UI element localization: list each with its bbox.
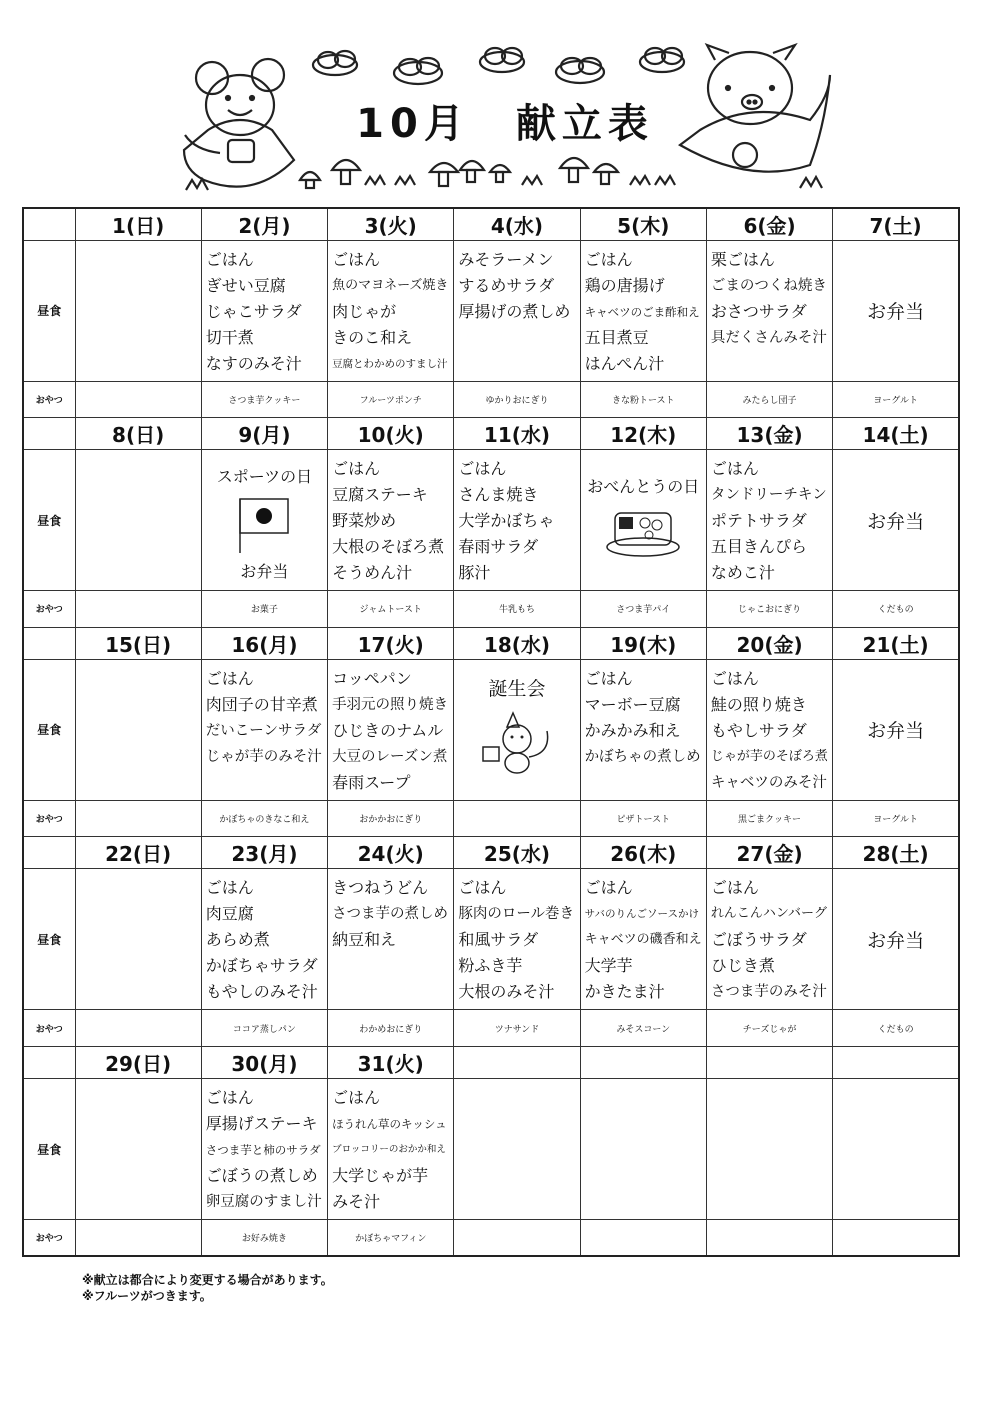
lunch-cell	[201, 450, 327, 591]
menu-item: ごはん	[584, 249, 633, 269]
menu-item: もやしのみそ汁	[205, 982, 318, 1002]
lunch-cell	[328, 1078, 454, 1219]
mushroom-icon	[560, 158, 588, 182]
date-cell: 20(金)	[706, 627, 832, 659]
date-row	[23, 208, 959, 240]
menu-item: マーボー豆腐	[584, 694, 681, 714]
menu-items	[707, 660, 832, 796]
lunch-cell	[75, 1078, 201, 1219]
snack-cell: さつま芋クッキー	[201, 381, 327, 417]
holiday-title: スポーツの日	[216, 467, 313, 487]
japan-flag-icon	[234, 495, 294, 555]
snack-cell	[833, 1220, 959, 1256]
menu-items	[202, 660, 327, 770]
date-row	[23, 837, 959, 869]
menu-items	[202, 869, 327, 1005]
snack-row	[23, 800, 959, 836]
mouse-icon	[184, 59, 294, 187]
menu-items	[581, 660, 706, 770]
menu-item: 厚揚げステーキ	[205, 1113, 318, 1133]
lunch-cell	[580, 869, 706, 1010]
menu-item: 切干煮	[205, 327, 254, 347]
menu-item: キャベツの磯香和え	[584, 932, 702, 948]
snack-cell	[75, 1220, 201, 1256]
menu-item: 野菜炒め	[332, 511, 397, 531]
menu-item: 粉ふき芋	[458, 956, 523, 976]
lunch-row	[23, 659, 959, 800]
menu-item: 春雨サラダ	[458, 537, 539, 557]
menu-item: ひじきのナムル	[332, 720, 444, 740]
header	[0, 0, 1000, 205]
menu-item: 大学かぼちゃ	[458, 511, 555, 531]
menu-item: 肉豆腐	[205, 904, 254, 924]
lunch-row	[23, 450, 959, 591]
menu-item: みそ汁	[332, 1191, 381, 1211]
snack-row	[23, 381, 959, 417]
menu-item: コッペパン	[332, 668, 412, 688]
menu-item: 春雨スープ	[332, 772, 411, 792]
date-row	[23, 418, 959, 450]
date-cell: 9(月)	[201, 418, 327, 450]
snack-cell: みたらし団子	[706, 381, 832, 417]
menu-item: みそラーメン	[458, 249, 554, 269]
menu-items	[454, 869, 579, 1005]
menu-item: 卵豆腐のすまし汁	[205, 1193, 322, 1210]
menu-item: ブロッコリーのおかか和え	[332, 1143, 446, 1155]
menu-item: 豆腐とわかめのすまし汁	[332, 357, 448, 370]
lunch-cell	[75, 869, 201, 1010]
lunch-cell	[454, 240, 580, 381]
lunch-cell	[454, 869, 580, 1010]
snack-cell: さつま芋パイ	[580, 591, 706, 627]
lunch-cell	[201, 240, 327, 381]
date-cell: 19(木)	[580, 627, 706, 659]
holiday-event	[202, 450, 327, 582]
date-cell: 27(金)	[706, 837, 832, 869]
snack-cell: 牛乳もち	[454, 591, 580, 627]
menu-item: ポテトサラダ	[710, 511, 807, 531]
snack-cell: お菓子	[201, 591, 327, 627]
lunch-cell	[833, 869, 959, 1010]
menu-items	[581, 869, 706, 1005]
menu-item: ごはん	[458, 459, 507, 479]
snack-cell: かぼちゃのきなこ和え	[201, 800, 327, 836]
date-cell: 16(月)	[201, 627, 327, 659]
lunch-cell	[75, 450, 201, 591]
menu-item: ごはん	[332, 249, 381, 269]
lunch-cell	[706, 450, 832, 591]
menu-item: キャベツのみそ汁	[710, 774, 827, 791]
empty-cell	[23, 1046, 75, 1078]
menu-item: さつま芋と柿のサラダ	[205, 1142, 321, 1157]
menu-items	[707, 450, 832, 586]
menu-item: かきたま汁	[584, 982, 665, 1002]
menu-item: じゃが芋のみそ汁	[205, 748, 322, 765]
cloud-icon	[640, 48, 684, 72]
snack-cell	[75, 800, 201, 836]
snack-cell: ヨーグルト	[833, 800, 959, 836]
lunch-cell	[833, 1078, 959, 1219]
lunch-label: 昼食	[23, 869, 75, 1010]
menu-items	[328, 241, 453, 377]
menu-items	[454, 450, 579, 586]
menu-item: ごはん	[584, 878, 633, 898]
lunch-cell	[201, 1078, 327, 1219]
menu-item: ごはん	[710, 459, 759, 479]
empty-cell	[23, 627, 75, 659]
date-cell: 24(火)	[328, 837, 454, 869]
empty-cell	[23, 418, 75, 450]
cloud-icon	[394, 58, 442, 84]
menu-item: 五目きんぴら	[710, 537, 807, 557]
date-cell: 26(木)	[580, 837, 706, 869]
lunch-cell	[833, 450, 959, 591]
menu-item: 具だくさんみそ汁	[710, 329, 827, 346]
snack-cell: ココア蒸しパン	[201, 1010, 327, 1046]
menu-item: さつま芋の煮しめ	[332, 906, 449, 923]
menu-items	[454, 241, 579, 325]
date-cell: 2(月)	[201, 208, 327, 240]
date-cell: 17(火)	[328, 627, 454, 659]
menu-items	[202, 1079, 327, 1215]
lunch-row	[23, 240, 959, 381]
pig-icon	[680, 45, 830, 172]
lunch-cell	[706, 659, 832, 800]
lunch-cell	[328, 450, 454, 591]
bento-note: お弁当	[867, 720, 925, 743]
menu-item: 大学じゃが芋	[332, 1165, 429, 1185]
lunch-cell	[201, 869, 327, 1010]
snack-cell: ゆかりおにぎり	[454, 381, 580, 417]
cloud-icon	[556, 58, 604, 83]
date-cell: 30(月)	[201, 1046, 327, 1078]
menu-item: だいこーンサラダ	[205, 722, 322, 739]
menu-item: ごぼうサラダ	[710, 930, 807, 950]
menu-item: ごはん	[332, 459, 381, 479]
snack-cell: ツナサンド	[454, 1010, 580, 1046]
menu-item: サバのりんごソースかけ	[584, 908, 699, 921]
snack-cell: お好み焼き	[201, 1220, 327, 1256]
menu-item: 大豆のレーズン煮	[332, 748, 448, 765]
bento-day-title: おべんとうの日	[587, 477, 700, 497]
footnote: ※フルーツがつきます。	[82, 1289, 212, 1303]
snack-cell	[75, 1010, 201, 1046]
menu-item: ごはん	[205, 249, 254, 269]
menu-item: キャベツのごま酢和え	[584, 304, 700, 319]
lunch-row	[23, 1078, 959, 1219]
menu-item: 大学芋	[584, 956, 633, 976]
date-cell: 8(日)	[75, 418, 201, 450]
menu-item: 手羽元の照り焼き	[332, 696, 449, 713]
snack-cell	[454, 1220, 580, 1256]
snack-cell: おかかおにぎり	[328, 800, 454, 836]
menu-item: するめサラダ	[458, 275, 555, 295]
footnotes	[82, 1272, 333, 1304]
menu-item: タンドリーチキン	[710, 487, 827, 504]
menu-item: 魚のマヨネーズ焼き	[332, 277, 449, 293]
menu-item: かぼちゃサラダ	[205, 956, 318, 976]
lunch-cell	[328, 869, 454, 1010]
menu-items	[707, 241, 832, 351]
lunch-label: 昼食	[23, 659, 75, 800]
snack-cell: くだもの	[833, 1010, 959, 1046]
snack-cell: くだもの	[833, 591, 959, 627]
lunch-cell	[706, 869, 832, 1010]
bento-box-icon	[603, 503, 683, 559]
date-cell	[454, 1046, 580, 1078]
lunch-cell	[454, 450, 580, 591]
lunch-cell	[75, 240, 201, 381]
snack-cell	[75, 381, 201, 417]
menu-item: 豆腐ステーキ	[332, 485, 428, 505]
menu-items	[707, 869, 832, 1005]
menu-item: ごはん	[458, 878, 507, 898]
lunch-cell	[580, 450, 706, 591]
date-cell: 7(土)	[833, 208, 959, 240]
lunch-row	[23, 869, 959, 1010]
mushroom-icon	[332, 160, 360, 184]
menu-item: 肉団子の甘辛煮	[205, 694, 318, 714]
date-cell: 11(水)	[454, 418, 580, 450]
menu-item: なすのみそ汁	[205, 353, 302, 373]
menu-items	[328, 869, 453, 953]
squirrel-party-icon	[477, 707, 557, 779]
bento-note: お弁当	[867, 510, 925, 533]
lunch-cell	[454, 659, 580, 800]
snack-cell: わかめおにぎり	[328, 1010, 454, 1046]
date-cell: 12(木)	[580, 418, 706, 450]
menu-item: じゃが芋のそぼろ煮	[710, 748, 828, 764]
menu-item: 豚汁	[458, 563, 491, 583]
snack-cell: みそスコーン	[580, 1010, 706, 1046]
menu-item: ぎせい豆腐	[205, 275, 286, 295]
footnote: ※献立は都合により変更する場合があります。	[82, 1273, 333, 1287]
snack-cell	[454, 800, 580, 836]
lunch-label: 昼食	[23, 240, 75, 381]
date-cell: 29(日)	[75, 1046, 201, 1078]
menu-item: ごはん	[205, 1087, 254, 1107]
menu-items	[202, 241, 327, 377]
date-cell: 6(金)	[706, 208, 832, 240]
menu-item: さつま芋のみそ汁	[710, 984, 827, 1001]
birthday-event	[454, 660, 579, 779]
menu-item: ほうれん草のキッシュ	[332, 1116, 447, 1131]
snack-cell: ヨーグルト	[833, 381, 959, 417]
snack-label: おやつ	[23, 591, 75, 627]
menu-item: ごはん	[332, 1087, 381, 1107]
menu-items	[328, 660, 453, 796]
date-cell: 31(火)	[328, 1046, 454, 1078]
empty-cell	[23, 837, 75, 869]
lunch-cell	[580, 240, 706, 381]
menu-items	[581, 241, 706, 377]
lunch-cell	[328, 659, 454, 800]
menu-item: はんぺん汁	[584, 353, 665, 373]
date-cell: 10(火)	[328, 418, 454, 450]
date-cell: 5(木)	[580, 208, 706, 240]
date-cell: 1(日)	[75, 208, 201, 240]
snack-cell: 黒ごまクッキー	[706, 800, 832, 836]
lunch-cell	[580, 1078, 706, 1219]
date-cell: 3(火)	[328, 208, 454, 240]
menu-item: ごはん	[205, 668, 254, 688]
bento-note: お弁当	[867, 301, 925, 324]
date-cell: 25(水)	[454, 837, 580, 869]
date-cell: 22(日)	[75, 837, 201, 869]
lunch-cell	[454, 1078, 580, 1219]
date-cell: 13(金)	[706, 418, 832, 450]
lunch-cell	[706, 240, 832, 381]
menu-item: 栗ごはん	[710, 249, 775, 269]
mushroom-icon	[430, 163, 458, 186]
date-cell	[706, 1046, 832, 1078]
snack-cell	[706, 1220, 832, 1256]
snack-row	[23, 591, 959, 627]
mushroom-icon	[300, 172, 320, 188]
mushroom-icon	[490, 165, 510, 182]
lunch-cell	[580, 659, 706, 800]
menu-item: 鮭の照り焼き	[710, 694, 807, 714]
menu-item: 和風サラダ	[458, 930, 539, 950]
lunch-cell	[706, 1078, 832, 1219]
menu-item: きのこ和え	[332, 327, 413, 347]
menu-item: かみかみ和え	[584, 720, 681, 740]
snack-cell: ジャムトースト	[328, 591, 454, 627]
date-cell	[580, 1046, 706, 1078]
menu-item: れんこんハンバーグ	[710, 906, 827, 922]
date-cell: 21(土)	[833, 627, 959, 659]
snack-cell: ピザトースト	[580, 800, 706, 836]
menu-item: じゃこサラダ	[205, 301, 302, 321]
menu-item: もやしサラダ	[710, 720, 807, 740]
mushroom-icon	[460, 161, 484, 182]
menu-item: かぼちゃの煮しめ	[584, 748, 701, 765]
snack-label: おやつ	[23, 1010, 75, 1046]
date-cell: 15(日)	[75, 627, 201, 659]
bento-day-event	[581, 450, 706, 559]
menu-item: あらめ煮	[205, 930, 270, 950]
menu-item: きつねうどん	[332, 878, 429, 898]
snack-cell: じゃこおにぎり	[706, 591, 832, 627]
empty-cell	[23, 208, 75, 240]
date-row	[23, 627, 959, 659]
snack-cell: かぼちゃマフィン	[328, 1220, 454, 1256]
menu-item: さんま焼き	[458, 485, 539, 505]
date-cell: 28(土)	[833, 837, 959, 869]
menu-item: 大根のみそ汁	[458, 982, 555, 1002]
date-row	[23, 1046, 959, 1078]
menu-item: ひじき煮	[710, 956, 775, 976]
menu-item: そうめん汁	[332, 563, 413, 583]
snack-row	[23, 1010, 959, 1046]
snack-cell: きな粉トースト	[580, 381, 706, 417]
snack-cell: チーズじゃが	[706, 1010, 832, 1046]
menu-item: 納豆和え	[332, 930, 397, 950]
mushroom-icon	[594, 164, 618, 184]
date-cell: 23(月)	[201, 837, 327, 869]
snack-cell: フルーツポンチ	[328, 381, 454, 417]
snack-label: おやつ	[23, 800, 75, 836]
lunch-label: 昼食	[23, 1078, 75, 1219]
menu-item: ごまのつくね焼き	[710, 277, 827, 294]
menu-item: 大根のそぼろ煮	[332, 537, 445, 557]
menu-item: 肉じゃが	[332, 301, 397, 321]
menu-item: ごはん	[584, 668, 633, 688]
snack-label: おやつ	[23, 1220, 75, 1256]
date-cell	[833, 1046, 959, 1078]
date-cell: 14(土)	[833, 418, 959, 450]
menu-item: 豚肉のロール巻き	[458, 906, 575, 923]
date-cell: 4(水)	[454, 208, 580, 240]
bento-note: お弁当	[867, 929, 925, 952]
cloud-icon	[480, 48, 524, 72]
lunch-label: 昼食	[23, 450, 75, 591]
menu-item: 鶏の唐揚げ	[584, 275, 665, 295]
snack-cell	[75, 591, 201, 627]
page-title: 10月 献立表	[356, 101, 654, 147]
birthday-title: 誕生会	[488, 677, 546, 700]
lunch-cell	[75, 659, 201, 800]
menu-table	[22, 207, 960, 1257]
snack-row	[23, 1220, 959, 1256]
menu-items	[328, 1079, 453, 1215]
menu-item: ごはん	[205, 878, 254, 898]
menu-items	[328, 450, 453, 586]
lunch-cell	[833, 659, 959, 800]
menu-item: なめこ汁	[710, 563, 775, 583]
snack-cell	[580, 1220, 706, 1256]
lunch-cell	[201, 659, 327, 800]
cloud-icon	[313, 51, 357, 75]
menu-item: ごぼうの煮しめ	[205, 1165, 318, 1185]
date-cell: 18(水)	[454, 627, 580, 659]
menu-item: 五目煮豆	[584, 327, 649, 347]
lunch-cell	[328, 240, 454, 381]
snack-label: おやつ	[23, 381, 75, 417]
lunch-cell	[833, 240, 959, 381]
menu-item: ごはん	[710, 668, 759, 688]
menu-item: ごはん	[710, 878, 759, 898]
holiday-note: お弁当	[240, 562, 289, 582]
menu-item: おさつサラダ	[710, 301, 807, 321]
menu-item: 厚揚げの煮しめ	[458, 301, 571, 321]
